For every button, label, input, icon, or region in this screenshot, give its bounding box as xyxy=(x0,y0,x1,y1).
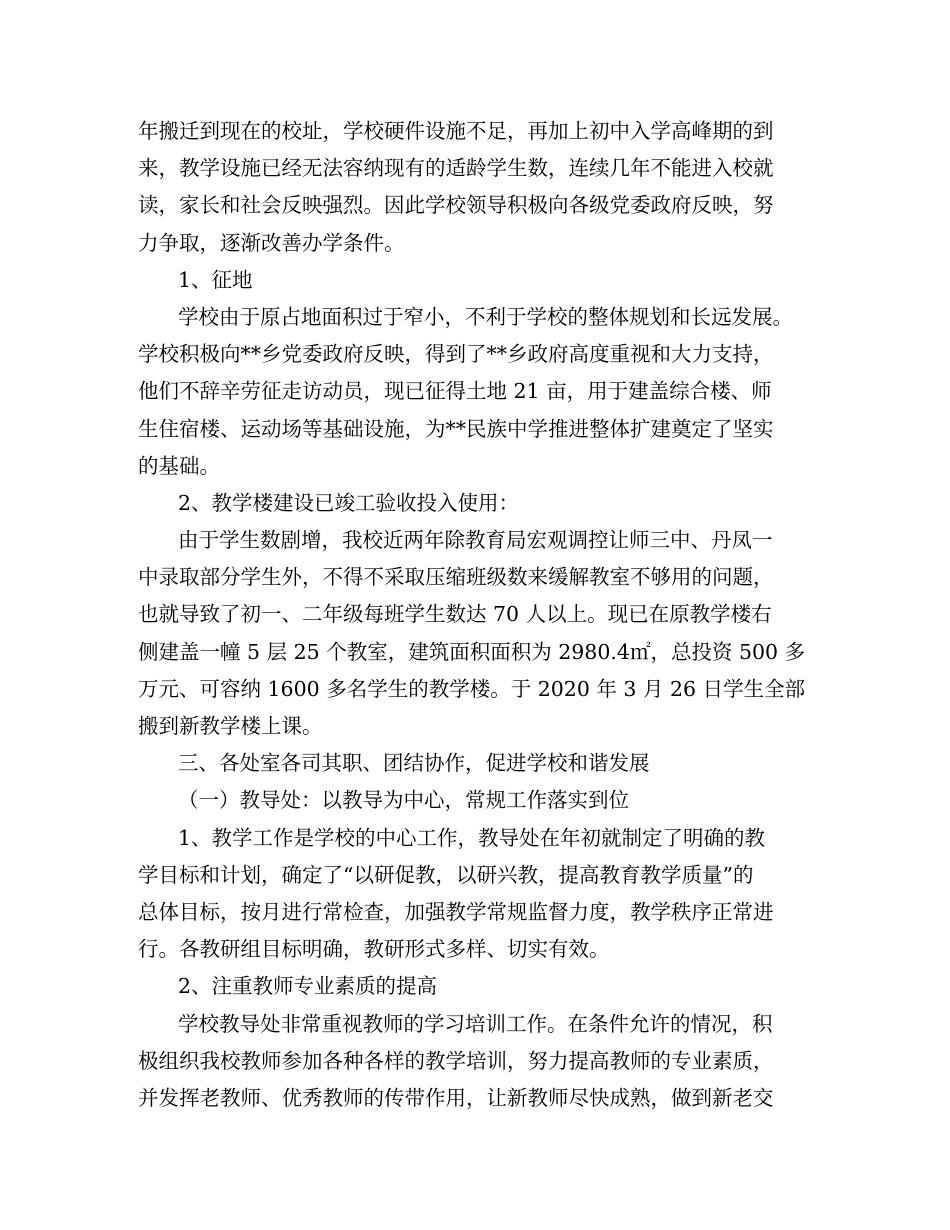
text-line: 1、教学工作是学校的中心工作，教导处在年初就制定了明确的教 xyxy=(178,825,766,850)
text-line: 极组织我校教师参加各种各样的教学培训，努力提高教师的专业素质， xyxy=(138,1048,774,1073)
text-line: 生住宿楼、运动场等基础设施，为**民族中学推进整体扩建奠定了坚实 xyxy=(138,416,774,441)
text-line: 力争取，逐渐改善办学条件。 xyxy=(138,230,405,255)
text-line: 并发挥老教师、优秀教师的传带作用，让新教师尽快成熟，做到新老交 xyxy=(138,1085,774,1110)
text-line: 学校教导处非常重视教师的学习培训工作。在条件允许的情况，积 xyxy=(178,1011,773,1036)
text-line: 学校积极向**乡党委政府反映，得到了**乡政府高度重视和大力支持， xyxy=(138,342,774,367)
text-line: 读，家长和社会反映强烈。因此学校领导积极向各级党委政府反映，努 xyxy=(138,193,774,218)
subsection-heading-academic-office: （一）教导处：以教导为中心，常规工作落实到位 xyxy=(178,788,629,813)
document-body xyxy=(138,113,826,1117)
text-line: 来，教学设施已经无法容纳现有的适龄学生数，连续几年不能进入校就 xyxy=(138,156,774,181)
text-line: 总体目标，按月进行常检查，加强教学常规监督力度，教学秩序正常进 xyxy=(138,899,774,924)
section-heading-departments: 三、各处室各司其职、团结协作，促进学校和谐发展 xyxy=(178,751,650,776)
text-line: 由于学生数剧增，我校近两年除教育局宏观调控让师三中、丹凤一 xyxy=(178,528,773,553)
text-line: 搬到新教学楼上课。 xyxy=(138,714,323,738)
text-line: 年搬迁到现在的校址，学校硬件设施不足，再加上初中入学高峰期的到 xyxy=(138,119,774,143)
text-line: 学校由于原占地面积过于窄小，不利于学校的整体规划和长远发展。 xyxy=(178,304,793,329)
section-heading-land-acquisition: 1、征地 xyxy=(178,267,253,292)
text-line: 的基础。 xyxy=(138,453,220,478)
text-line: 他们不辞辛劳征走访动员，现已征得土地 21 亩，用于建盖综合楼、师 xyxy=(138,379,772,404)
text-line: 也就导致了初一、二年级每班学生数达 70 人以上。现已在原教学楼右 xyxy=(138,602,772,627)
text-line: 万元、可容纳 1600 多名学生的教学楼。于 2020 年 3 月 26 日学生全部 xyxy=(138,676,806,701)
section-heading-teaching-building: 2、教学楼建设已竣工验收投入使用： xyxy=(178,490,520,515)
text-line: 侧建盖一幢 5 层 25 个教室，建筑面积面积为 2980.4㎡，总投资 500 多 xyxy=(138,639,806,664)
section-heading-teacher-quality: 2、注重教师专业素质的提高 xyxy=(178,974,438,999)
text-line: 行。各教研组目标明确，教研形式多样、切实有效。 xyxy=(138,937,610,962)
text-line: 中录取部分学生外，不得不采取压缩班级数来缓解教室不够用的问题， xyxy=(138,565,774,590)
text-line: 学目标和计划，确定了“以研促教，以研兴教，提高教育教学质量”的 xyxy=(138,862,754,887)
